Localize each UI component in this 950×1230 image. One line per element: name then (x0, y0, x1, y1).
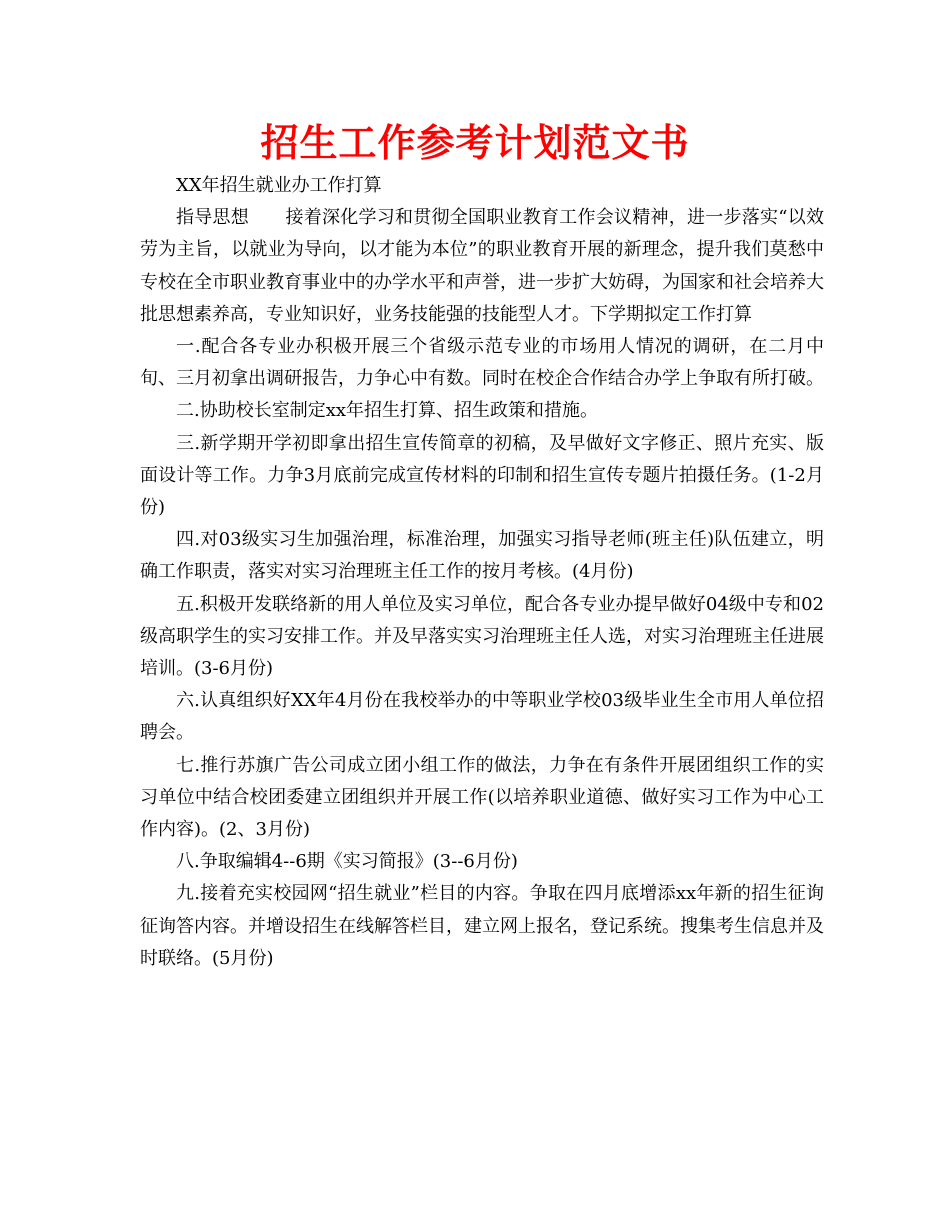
paragraph-item-8: 八.争取编辑4--6期《实习简报》(3--6月份) (176, 851, 518, 873)
paragraph-item-1: 一.配合各专业办积极开展三个省级示范专业的市场用人情况的调研，在二月中旬、三月初拿出调研报告，力争心中有数。同时在校企合作结合办学上争取有所打破。 (140, 336, 824, 390)
paragraph-item-4: 四.对03级实习生加强治理，标准治理，加强实习指导老师(班主任)队伍建立，明确工作职责，落实对实习治理班主任工作的按月考核。(4月份) (140, 529, 824, 583)
paragraph-item-5: 五.积极开发联络新的用人单位及实习单位，配合各专业办提早做好04级中专和02级高职学生的实习安排工作。并及早落实实习治理班主任人选，对实习治理班主任进展培训。(3-6月份) (140, 593, 824, 680)
document-body (140, 170, 824, 975)
paragraph-heading: XX年招生就业办工作打算 (176, 175, 382, 196)
paragraph-guiding-idea: 指导思想 接着深化学习和贯彻全国职业教育工作会议精神，进一步落实“以效劳为主旨，以就业为导向，以才能为本位”的职业教育开展的新理念，提升我们莫愁中专校在全市职业教育事业中的办学水平和声誉，进一步扩大妨碍，为国家和社会培养大批思想素养高，专业知识好，业务技能强的技能型人才。下学期拟定工作打算 (140, 207, 824, 325)
paragraph-item-7: 七.推行苏旗广告公司成立团小组工作的做法，力争在有条件开展团组织工作的实习单位中结合校团委建立团组织并开展工作(以培养职业道德、做好实习工作为中心工作内容)。(2、3月份) (140, 754, 824, 841)
paragraph-item-3: 三.新学期开学初即拿出招生宣传简章的初稿，及早做好文字修正、照片充实、版面设计等工作。力争3月底前完成宣传材料的印制和招生宣传专题片拍摄任务。(1-2月份) (140, 432, 824, 519)
paragraph-item-9: 九.接着充实校园网“招生就业”栏目的内容。争取在四月底增添xx年新的招生征询征询答内容。并增设招生在线解答栏目，建立网上报名，登记系统。搜集考生信息并及时联络。(5月份) (140, 883, 824, 969)
paragraph-item-6: 六.认真组织好XX年4月份在我校举办的中等职业学校03级毕业生全市用人单位招聘会。 (140, 690, 824, 744)
paragraph-item-2: 二.协助校长室制定xx年招生打算、招生政策和措施。 (176, 400, 599, 422)
document-title: 招生工作参考计划范文书 (260, 121, 690, 165)
